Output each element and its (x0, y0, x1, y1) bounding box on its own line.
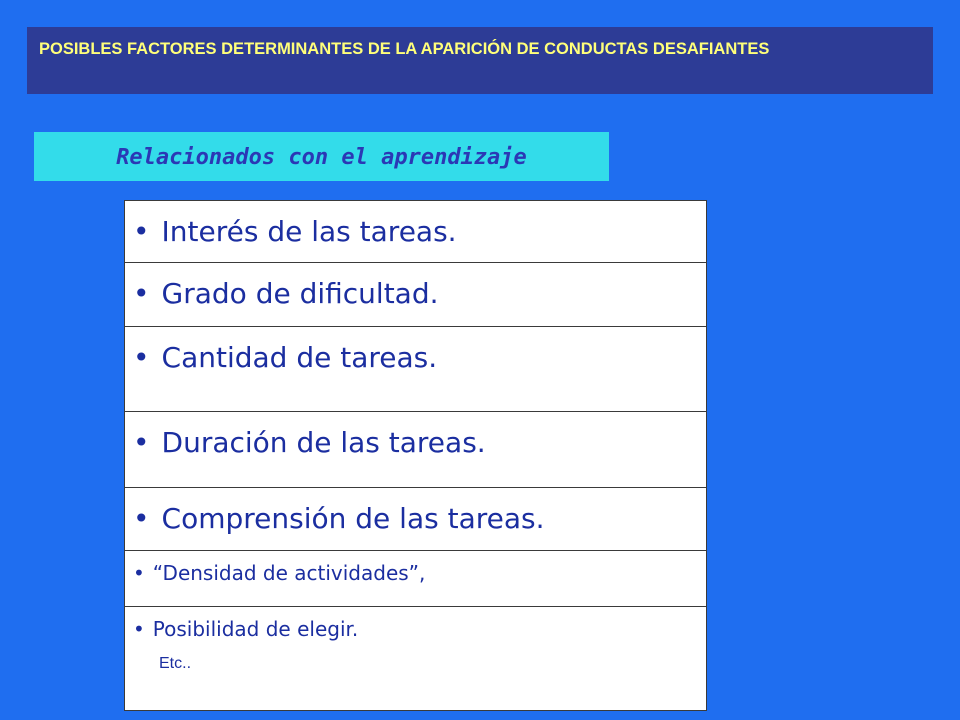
header-banner (27, 27, 933, 94)
factor-text: Grado de dificultad. (161, 277, 439, 310)
bullet-icon: • (133, 426, 150, 459)
factor-text: Cantidad de tareas. (161, 341, 438, 374)
table-row (125, 551, 707, 607)
factor-text: Comprensión de las tareas. (161, 502, 545, 535)
bullet-icon: • (133, 277, 150, 310)
table-row (125, 607, 707, 711)
factor-cell (125, 201, 707, 263)
table-row (125, 412, 707, 488)
factor-text: Posibilidad de elegir. (152, 617, 359, 641)
table-row (125, 263, 707, 327)
bullet-icon: • (133, 215, 150, 248)
factor-text: “Densidad de actividades”, (152, 561, 426, 585)
bullet-icon: • (133, 617, 145, 641)
factor-cell (125, 412, 707, 488)
bullet-icon: • (133, 502, 150, 535)
table-row (125, 327, 707, 412)
factor-cell (125, 263, 707, 327)
etc-text: Etc.. (159, 655, 192, 672)
factor-text: Interés de las tareas. (161, 215, 457, 248)
factor-cell (125, 607, 707, 711)
section-label: Relacionados con el aprendizaje (34, 132, 609, 181)
factor-cell (125, 551, 707, 607)
table-row (125, 488, 707, 551)
table-row (125, 201, 707, 263)
factor-cell (125, 488, 707, 551)
slide-title: POSIBLES FACTORES DETERMINANTES DE LA APARICIÓN DE CONDUCTAS DESAFIANTES (39, 40, 770, 58)
factor-cell (125, 327, 707, 412)
bullet-icon: • (133, 561, 145, 585)
bullet-icon: • (133, 341, 150, 374)
factors-table (124, 200, 707, 711)
factor-text: Duración de las tareas. (161, 426, 486, 459)
